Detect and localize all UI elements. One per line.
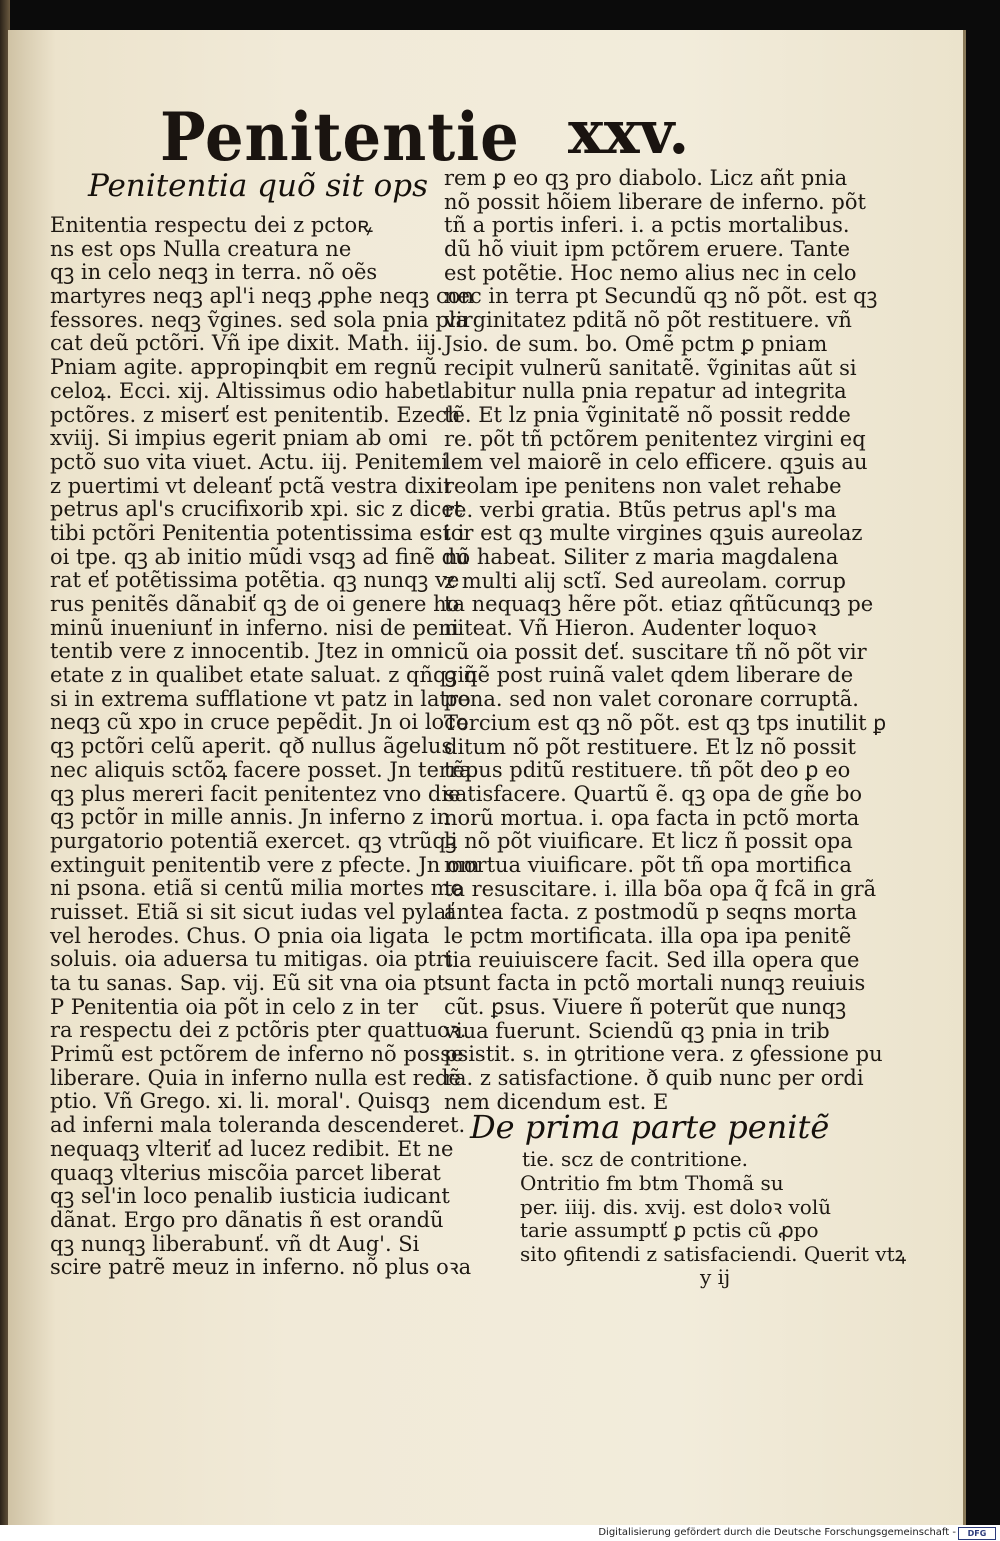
text-line: ta nequaqꝫ hẽre põt. etiaz qñtũcunqꝫ pe (444, 592, 874, 617)
text-line: rat eť potẽtissima potẽtia. qꝫ nunqꝫ ve (50, 568, 460, 593)
text-line: Ontritio fm btm Thomã su (520, 1171, 784, 1195)
text-line: recipit vulnerũ sanitatẽ. ṽginitas aũt si (444, 355, 857, 380)
text-line: etate z in qualibet etate saluat. z qñqꝫ q̃ (50, 663, 478, 688)
dfg-logo: DFG (958, 1527, 996, 1540)
text-line: ta resuscitare. i. illa bõa opa q̃ fcã in grã (444, 876, 877, 901)
text-line: pctõres. z miserť est penitentib. Ezech (50, 402, 461, 427)
text-line: niteat. Vñ Hieron. Audenter loquoꝛ (444, 616, 817, 641)
text-line: soluis. oia aduersa tu mitigas. oia ptri (50, 947, 453, 972)
text-line: Tercium est qꝫ nõ põt. est qꝫ tps inutilit ꝑ (444, 710, 887, 735)
text-line: z puertimi vt deleanť pctã vestra dixit (50, 473, 452, 498)
text-line: Enitentia respectu dei z pctoꝶ (50, 213, 373, 237)
text-line: nem dicendum est. E (444, 1089, 669, 1114)
text-line: tẽ. Et lz pnia ṽginitatẽ nõ possit redde (444, 402, 851, 427)
text-line: scire patrẽ meuz in inferno. nõ plus oꝛa (50, 1255, 472, 1280)
text-line: Primũ est pctõrem de inferno nõ posse (50, 1042, 464, 1067)
text-line: quaqꝫ vlterius miscõia parcet liberat (50, 1160, 441, 1185)
text-line: viua fuerunt. Sciendũ qꝫ pnia in trib (444, 1018, 830, 1043)
right-column-text (444, 166, 887, 1115)
text-line: tibi pctõri Penitentia potentissima est i (50, 520, 465, 545)
text-line: tẽpus pditũ restituere. tñ põt deo ꝑ eo (444, 758, 851, 783)
text-line: ginẽ post ruinã valet qdem liberare de (444, 663, 854, 688)
text-line: qꝫ in celo neqꝫ in terra. nõ oẽs (50, 260, 378, 285)
text-line: liberare. Quia in inferno nulla est redẽ (50, 1065, 461, 1090)
text-line: ad inferni mala toleranda descenderet. (50, 1113, 466, 1138)
text-line: ns est ops Nulla creatura ne (50, 236, 352, 261)
text-line: celoꝝ. Ecci. xij. Altissimus odio habet (50, 378, 446, 403)
text-line: per. iiij. dis. xvij. est doloꝛ volũ (520, 1194, 832, 1219)
text-line: pctõ suo vita viuet. Actu. iij. Penitemi (50, 449, 449, 474)
text-line: qꝫ plus mereri facit penitentez vno die (50, 781, 461, 806)
text-line: minũ inueniunť in inferno. nisi de peni (50, 615, 459, 640)
text-line: nec aliquis sctõꝝ facere posset. Jn terra (50, 757, 472, 782)
text-line: Jsio. de sum. bo. Omẽ pctm ꝑ pniam (444, 331, 828, 356)
text-line: ptio. Vñ Grego. xi. li. moral'. Quisqꝫ (50, 1089, 430, 1114)
text-line: le pctm mortificata. illa opa ipa penitẽ (444, 924, 852, 948)
text-line: petrus apl's crucifixorib xpi. sic z dicet (50, 497, 463, 522)
text-line: re. põt tñ pctõrem penitentez virgini eq (444, 426, 866, 451)
text-line: vel herodes. Chus. O pnia oia ligata (50, 923, 430, 948)
text-line: sito ꝯfitendi z satisfaciendi. Querit vtꝝ (520, 1242, 907, 1267)
text-line: rem ꝑ eo qꝫ pro diabolo. Licz añt pnia (444, 166, 848, 190)
text-line: labitur nulla pnia repatur ad integrita (444, 379, 847, 404)
text-line: cũt. ꝑsus. Viuere ñ poterũt que nunqꝫ (444, 995, 847, 1020)
text-line: sunt facta in pctõ mortali nunqꝫ reuiuis (444, 971, 866, 996)
text-line: si in extrema sufflatione vt patz in latro (50, 686, 471, 711)
text-line: lem vel maiorẽ in celo efficere. qꝫuis au (444, 450, 868, 475)
running-title: Penitentie (160, 98, 520, 176)
left-column-text (50, 213, 480, 1280)
text-line: ditum nõ põt restituere. Et lz nõ possit (444, 734, 856, 759)
folio-number: xxv. (568, 98, 690, 168)
text-line: Pniam agite. appropinqbit em regnũ (50, 355, 437, 380)
text-line: mortua viuificare. põt tñ opa mortifica (444, 852, 852, 877)
text-line: pena. sed non valet coronare corruptã. (444, 687, 859, 712)
text-line: extinguit penitentib vere z pfecte. Jn om (50, 852, 480, 877)
text-line: fessores. neqꝫ ṽgines. sed sola pnia pla (50, 307, 469, 332)
text-line: cũ oia possit deť. suscitare tñ nõ põt vir (444, 639, 867, 664)
text-line: cat deũ pctõri. Vñ ipe dixit. Math. iij. (50, 331, 443, 356)
text-line: tñ a portis inferi. i. a pctis mortalibus. (444, 213, 850, 238)
page-border (963, 30, 966, 1525)
text-line: nõ possit hõiem liberare de inferno. põt (444, 189, 866, 214)
text-line: satisfacere. Quartũ ẽ. qꝫ opa de gñe bo (444, 781, 863, 806)
text-line: re. verbi gratia. Btũs petrus apl's ma (444, 497, 837, 522)
text-line: purgatorio potentiã exercet. qꝫ vtrũqꝫ (50, 828, 457, 853)
text-line: nec in terra pt Secundũ qꝫ nõ põt. est qꝫ (444, 284, 878, 309)
text-line: ra. z satisfactione. ð quib nunc per ordi (444, 1066, 864, 1091)
text-line: ra respectu dei z pctõris pter quattuoꝛ. (50, 1018, 467, 1043)
text-line: qꝫ pctõr in mille annis. Jn inferno z in (50, 805, 451, 830)
section-heading: De prima parte penitẽ (470, 1108, 830, 1146)
text-line: li nõ põt viuificare. Et licz ñ possit opa (444, 829, 853, 854)
catchword: y ij (700, 1265, 731, 1289)
text-line: dãnat. Ergo pro dãnatis ñ est orandũ (50, 1207, 444, 1232)
text-line: ta tu sanas. Sap. vij. Eũ sit vna oia pt (50, 971, 446, 995)
text-line: reolam ipe penitens non valet rehabe (444, 473, 842, 498)
text-line: ior est qꝫ multe virgines qꝫuis aureolaz (444, 521, 863, 546)
text-line: psistit. s. in ꝯtritione vera. z ꝯfessione pu (444, 1042, 883, 1067)
text-line: nõ habeat. Siliter z maria magdalena (444, 545, 839, 569)
section-text (520, 1172, 906, 1267)
text-line: antea facta. z postmodũ p seqns morta (444, 900, 858, 925)
text-line: martyres neqꝫ apl'i neqꝫ ꝓphe neqꝫ con (50, 284, 474, 309)
text-line: tia reuiuiscere facit. Sed illa opera que (444, 947, 860, 972)
text-line: z multi alij sctĩ. Sed aureolam. corrup (444, 568, 846, 593)
footer-credit: Digitalisierung gefördert durch die Deutsche Forschungsgemeinschaft - (598, 1527, 956, 1538)
text-line: oi tpe. qꝫ ab initio mũdi vsqꝫ ad finẽ du (50, 544, 469, 569)
text-line: tarie assumptť ꝑ pctis cũ ꝓpo (520, 1218, 819, 1243)
text-line: norũ mortua. i. opa facta in pctõ morta (444, 805, 860, 830)
text-line: virginitatez pditã nõ põt restituere. vñ (444, 308, 852, 333)
text-line: nequaqꝫ vlteriť ad lucez redibit. Et ne (50, 1136, 454, 1161)
text-line: P Penitentia oia põt in celo z in ter (50, 994, 418, 1019)
text-line: qꝫ sel'in loco penalib iusticia iudicant (50, 1184, 450, 1209)
text-line: est potẽtie. Hoc nemo alius nec in celo (444, 260, 857, 285)
text-line: ruisset. Etiã si sit sicut iudas vel pylať (50, 899, 455, 924)
left-column-heading: Penitentia quõ sit ops (88, 168, 429, 204)
text-line: xviij. Si impius egerit pniam ab omi (50, 426, 428, 451)
text-line: ni psona. etiã si centũ milia mortes me (50, 876, 463, 901)
text-line: tentib vere z innocentib. Jtez in omni (50, 639, 444, 664)
text-line: qꝫ pctõri celũ aperit. qð nullus ãgelus (50, 734, 453, 759)
text-line: rus penitẽs dãnabiť qꝫ de oi genere ho (50, 592, 460, 616)
section-heading-continuation: tie. scz de contritione. (522, 1147, 749, 1171)
text-line: dũ hõ viuit ipm pctõrem eruere. Tante (444, 237, 851, 262)
text-line: qꝫ nunqꝫ liberabunť. vñ dt Aug'. Si (50, 1231, 420, 1256)
text-line: neqꝫ cũ xpo in cruce pepẽdit. Jn oi loco (50, 710, 469, 735)
